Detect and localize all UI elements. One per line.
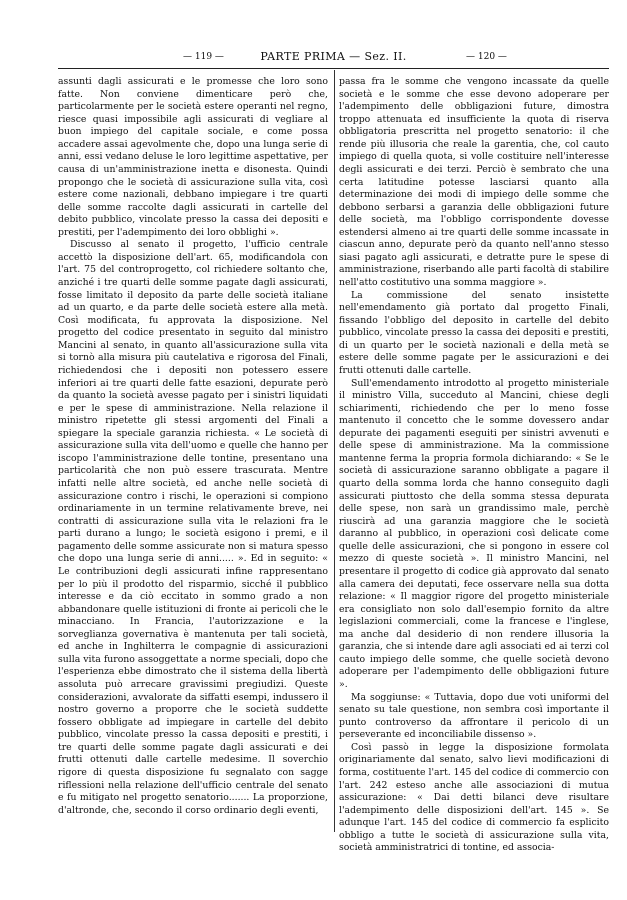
paragraph: Sull'emendamento introdotto al progetto ministeriale il ministro Villa, succeduto al Mancini, chiese degli schiarimenti, richiedendo che per lo meno fosse mantenuto il concetto che le somme dovessero andar depurate dei pagamenti eseguiti per sinistri avvenuti e delle spese di amministrazione. Ma la commissione mantenne ferma la propria formola dichiarando: « Se le società di assicurazione saranno obbligate a pagare il quarto della somma lorda che hanno conseguito dagli assicurati piuttosto che della somma stessa depurata delle spese, non sarà un grandissimo male, perchè riuscirà ad una garanzia maggiore che le società daranno al pubblico, in operazioni così delicate come quelle delle assicurazioni, che si pongono in essere col mezzo di queste società ». Il ministro Mancini, nel presentare il progetto di codice già approvato dal senato alla camera dei deputati, fece osservare nella sua dotta relazione: « Il maggior rigore del progetto ministeriale era consigliato non solo dall'esempio fornito da altre legislazioni commerciali, come la francese e l'inglese, ma anche dal desiderio di non rendere illusoria la garanzia, che si intende dare agli associati ed ai terzi col cauto impiego delle somme, che quelle società devono adoperare per l'adempimento delle obbligazioni future ». — [339, 377, 609, 690]
page-number-left: — 119 — — [183, 52, 224, 62]
paragraph: assunti dagli assicurati e le promesse che loro sono fatte. Non conviene dimenticare però che, particolarmente per le società estere operanti nel regno, riesce quasi impossibile agli assicurati di vegliare al buon impiego del capitale sociale, e come possa accadere assai agevolmente che, dopo una lunga serie di anni, essi vedano deluse le loro legittime aspettative, per causa di un'amministrazione inetta e disonesta. Quindi propongo che le società di assicurazione sulla vita, così estere come nazionali, debbano impiegare i tre quarti delle somme raccolte dagli assicurati in cartelle del debito pubblico, vincolate presso la cassa dei depositi e prestiti, per l'adempimento dei loro obblighi ». — [58, 76, 328, 238]
paragraph: Discusso al senato il progetto, l'ufficio centrale accettò la disposizione dell'art. 65, modificandola con l'art. 75 del controprogetto, col richiedere soltanto che, anziché i tre quarti delle somme pagate dagli assicurati, fosse limitato il deposito da parte delle società italiane ad un quarto, e da parte delle società estere alla metà. Così modificata, fu approvata la disposizione. Nel progetto del codice presentato in seguito dal ministro Mancini al senato, in quanto all'assicurazione sulla vita si tornò alla misura più cautelativa e rigorosa del Finali, richiedendosi che i depositi non potessero essere inferiori ai tre quarti delle fatte esazioni, depurate però da quanto la società avesse pagato per i sinistri liquidati e per le spese di amministrazione. Nella relazione il ministro ripetette gli stessi argomenti del Finali a spiegare la speciale garanzia richiesta. « Le società di assicurazione sulla vita dell'uomo e quelle che hanno per iscopo l'amministrazione delle tontine, presentano una particolarità che non può essere trascurata. Mentre infatti nelle altre società, ed anche nelle società di assicurazione contro i rischi, le operazioni si compiono ordinariamente in un termine relativamente breve, nei contratti di assicurazione sulla vita le relazioni fra le parti durano a lungo; le società esigono i premi, e il pagamento delle somme assicurate non si matura spesso che dopo una lunga serie di anni..... ». Ed in seguito: « Le contribuzioni degli assicurati infine rappresentano per lo più il prodotto del risparmio, sicché il pubblico interesse e da ciò eccitato in sommo grado a non abbandonare quelle istituzioni di fronte ai pericoli che le minacciano. In Francia, l'autorizzazione e la sorveglianza governativa è mantenuta per tali società, ed anche in Inghilterra le compagnie di assicurazioni sulla vita furono assoggettate a norme speciali, dopo che l'esperienza ebbe dimostrato che il sistema della libertà assoluta può arrecare gravissimi pregiudizi. Queste considerazioni, avvalorate da siffatti esempi, indussero il nostro governo a proporre che le società suddette fossero obbligate ad impiegare in cartelle del debito pubblico, vincolate presso la cassa depositi e prestiti, i tre quarti delle somme pagate dagli assicurati e dei frutti ottenuti dalle cartelle medesime. Il soverchio rigore di questa disposizione fu segnalato con sagge riflessioni nella relazione dell'ufficio centrale del senato e fu mitigato nel progetto senatorio....... La proporzione, d'altronde, che, secondo il corso ordinario degli eventi, — [58, 239, 328, 816]
paragraph: La commissione del senato insistette nell'emendamento già portato dal progetto Finali, fissando l'obbligo del deposito in cartelle del debito pubblico, vincolate presso la cassa dei depositi e prestiti, di un quarto per le società nazionali e della metà se estere delle somme pagate per le assicurazioni e dei frutti ottenuti dalle cartelle. — [339, 289, 609, 376]
running-title: PARTE PRIMA — Sez. II. — [260, 50, 407, 63]
paragraph: Ma soggiunse: « Tuttavia, dopo due voti uniformi del senato su tale questione, non sembra così importante il punto controverso da affrontare il pericolo di un perseverante ed inconciliabile dissenso ». — [339, 691, 609, 741]
right-column — [339, 76, 609, 855]
header-rule — [58, 68, 609, 69]
paragraph: passa fra le somme che vengono incassate da quelle società e le somme che esse devono adoperare per l'adempimento delle obbligazioni future, dimostra troppo attenuata ed insufficiente la quota di riserva obbligatoria prescritta nel progetto senatorio: il che rende più illusoria che reale la garentia, che, col cauto impiego di quella quota, si volle costituire nell'interesse degli assicurati e dei terzi. Perciò è sembrato che una certa latitudine potesse lasciarsi quanto alla determinazione dei modi di impiego delle somme che debbono serbarsi a garanzia delle obbligazioni future delle società, ma l'obbligo corrispondente dovesse estendersi almeno ai tre quarti delle somme incassate in ciascun anno, depurate però da quanto nell'anno stesso siasi pagato agli assicurati, e detratte pure le spese di amministrazione, riserbando alle parti facoltà di stabilire nell'atto costitutivo una somma maggiore ». — [339, 76, 609, 288]
column-divider — [334, 70, 335, 832]
running-header — [58, 50, 609, 66]
page-number-right: — 120 — — [466, 52, 507, 62]
paragraph: Così passò in legge la disposizione formolata originariamente dal senato, salvo lievi modificazioni di forma, costituente l'art. 145 del codice di commercio con l'art. 242 esteso anche alle associazioni di mutua assicurazione: « Dai detti bilanci deve risultare l'adempimento delle disposizioni dell'art. 145 ». Se adunque l'art. 145 del codice di commercio fa esplicito obbligo a tutte le società di assicurazione sulla vita, società amministratrici di tontine, ed associa- — [339, 741, 609, 854]
left-column — [58, 76, 328, 817]
